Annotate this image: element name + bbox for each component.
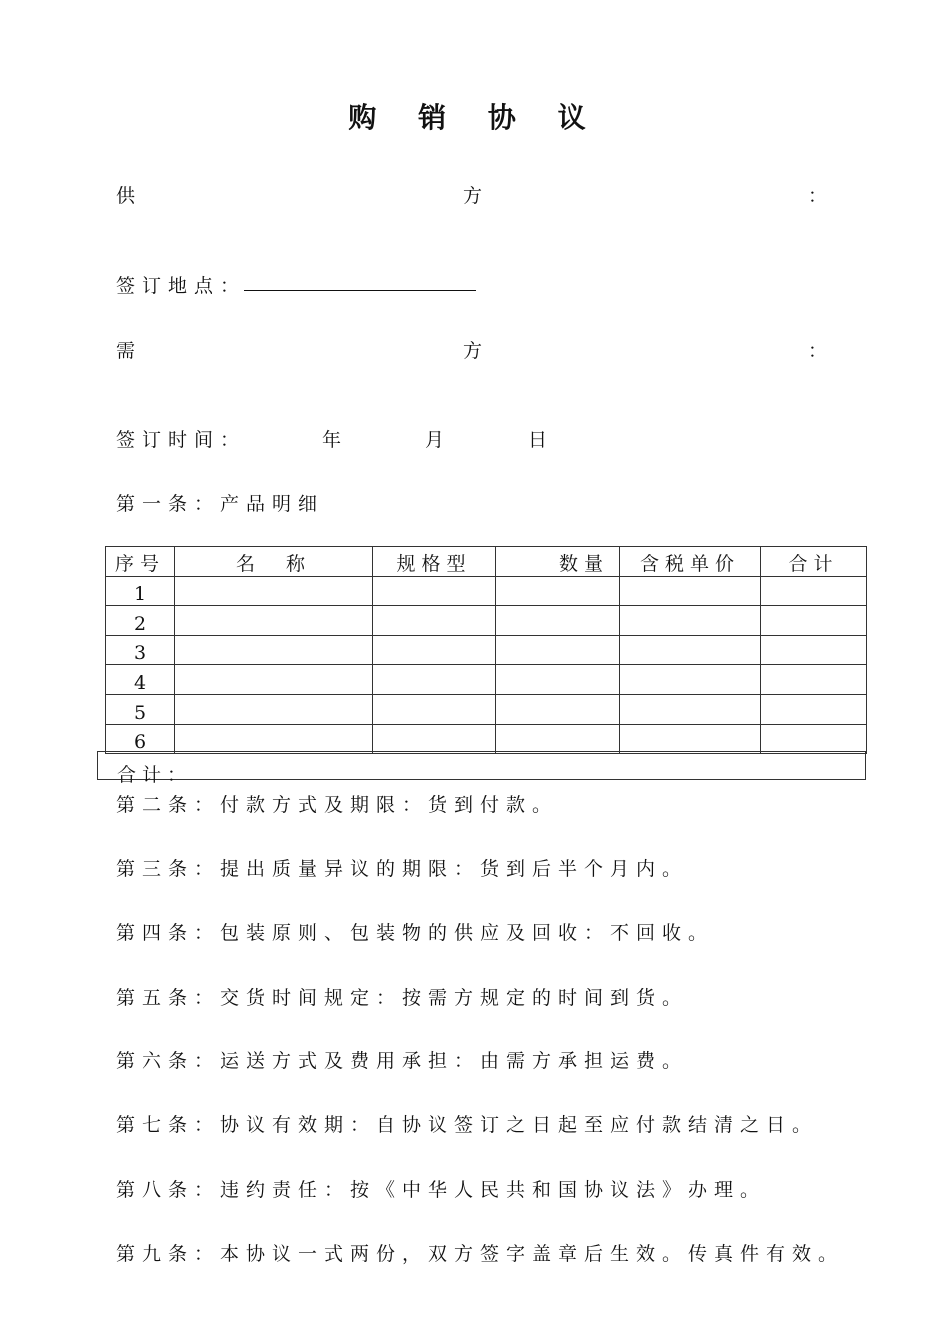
sign-place-blank[interactable]	[244, 290, 476, 291]
cell-unit-price[interactable]	[620, 665, 761, 695]
table-header-row	[106, 547, 867, 577]
sign-time-label: 签订时间：	[116, 429, 247, 451]
cell-spec[interactable]	[373, 576, 496, 606]
cell-spec[interactable]	[373, 724, 496, 754]
col-header-name: 名 称	[175, 547, 373, 577]
document-title: 购 销 协 议	[348, 101, 602, 134]
cell-spec[interactable]	[373, 694, 496, 724]
table-row	[106, 694, 867, 724]
article-5: 第五条：交货时间规定：按需方规定的时间到货。	[116, 987, 689, 1009]
cell-name[interactable]	[175, 635, 373, 665]
article-8: 第八条：违约责任：按《中华人民共和国协议法》办理。	[116, 1179, 767, 1201]
article-3: 第三条：提出质量异议的期限：货到后半个月内。	[116, 858, 689, 880]
cell-spec[interactable]	[373, 606, 496, 636]
cell-total[interactable]	[761, 576, 867, 606]
cell-name[interactable]	[175, 665, 373, 695]
row-index: 4	[106, 665, 175, 695]
article-9: 第九条：本协议一式两份，双方签字盖章后生效。传真件有效。	[116, 1243, 845, 1265]
table-row	[106, 665, 867, 695]
cell-spec[interactable]	[373, 635, 496, 665]
cell-unit-price[interactable]	[620, 724, 761, 754]
buyer-label: 需	[116, 340, 143, 362]
col-header-index: 序号	[106, 547, 175, 577]
row-index: 6	[106, 724, 175, 754]
sign-year: 年	[322, 429, 349, 451]
cell-total[interactable]	[761, 665, 867, 695]
cell-total[interactable]	[761, 694, 867, 724]
product-table	[105, 546, 867, 754]
supplier-colon: ：	[808, 185, 835, 207]
cell-total[interactable]	[761, 724, 867, 754]
cell-unit-price[interactable]	[620, 576, 761, 606]
cell-unit-price[interactable]	[620, 606, 761, 636]
article-1: 第一条：产品明细	[116, 493, 325, 515]
table-total-label: 合计：	[117, 764, 193, 786]
cell-quantity[interactable]	[496, 665, 620, 695]
cell-quantity[interactable]	[496, 724, 620, 754]
cell-name[interactable]	[175, 724, 373, 754]
sign-day: 日	[528, 429, 555, 451]
cell-spec[interactable]	[373, 665, 496, 695]
cell-unit-price[interactable]	[620, 635, 761, 665]
article-4: 第四条：包装原则、包装物的供应及回收：不回收。	[116, 922, 715, 944]
col-header-spec: 规格型	[373, 547, 496, 577]
supplier-label: 供	[116, 185, 143, 207]
supplier-label-mid: 方	[463, 185, 490, 207]
sign-place-label: 签订地点：	[116, 275, 247, 297]
table-row	[106, 635, 867, 665]
row-index: 1	[106, 576, 175, 606]
cell-name[interactable]	[175, 694, 373, 724]
article-7: 第七条：协议有效期：自协议签订之日起至应付款结清之日。	[116, 1114, 819, 1136]
row-index: 2	[106, 606, 175, 636]
cell-quantity[interactable]	[496, 576, 620, 606]
col-header-total: 合计	[761, 547, 867, 577]
table-row	[106, 606, 867, 636]
table-row	[106, 576, 867, 606]
sign-month: 月	[425, 429, 452, 451]
cell-total[interactable]	[761, 606, 867, 636]
cell-quantity[interactable]	[496, 606, 620, 636]
col-header-quantity: 数量	[496, 547, 620, 577]
buyer-colon: ：	[808, 340, 835, 362]
cell-total[interactable]	[761, 635, 867, 665]
col-header-unit-price: 含税单价	[620, 547, 761, 577]
cell-unit-price[interactable]	[620, 694, 761, 724]
cell-name[interactable]	[175, 576, 373, 606]
article-6: 第六条：运送方式及费用承担：由需方承担运费。	[116, 1050, 689, 1072]
cell-name[interactable]	[175, 606, 373, 636]
cell-quantity[interactable]	[496, 694, 620, 724]
cell-quantity[interactable]	[496, 635, 620, 665]
row-index: 3	[106, 635, 175, 665]
article-2: 第二条：付款方式及期限：货到付款。	[116, 794, 559, 816]
buyer-label-mid: 方	[463, 340, 490, 362]
table-row	[106, 724, 867, 754]
row-index: 5	[106, 694, 175, 724]
table-total-row[interactable]	[97, 751, 866, 780]
